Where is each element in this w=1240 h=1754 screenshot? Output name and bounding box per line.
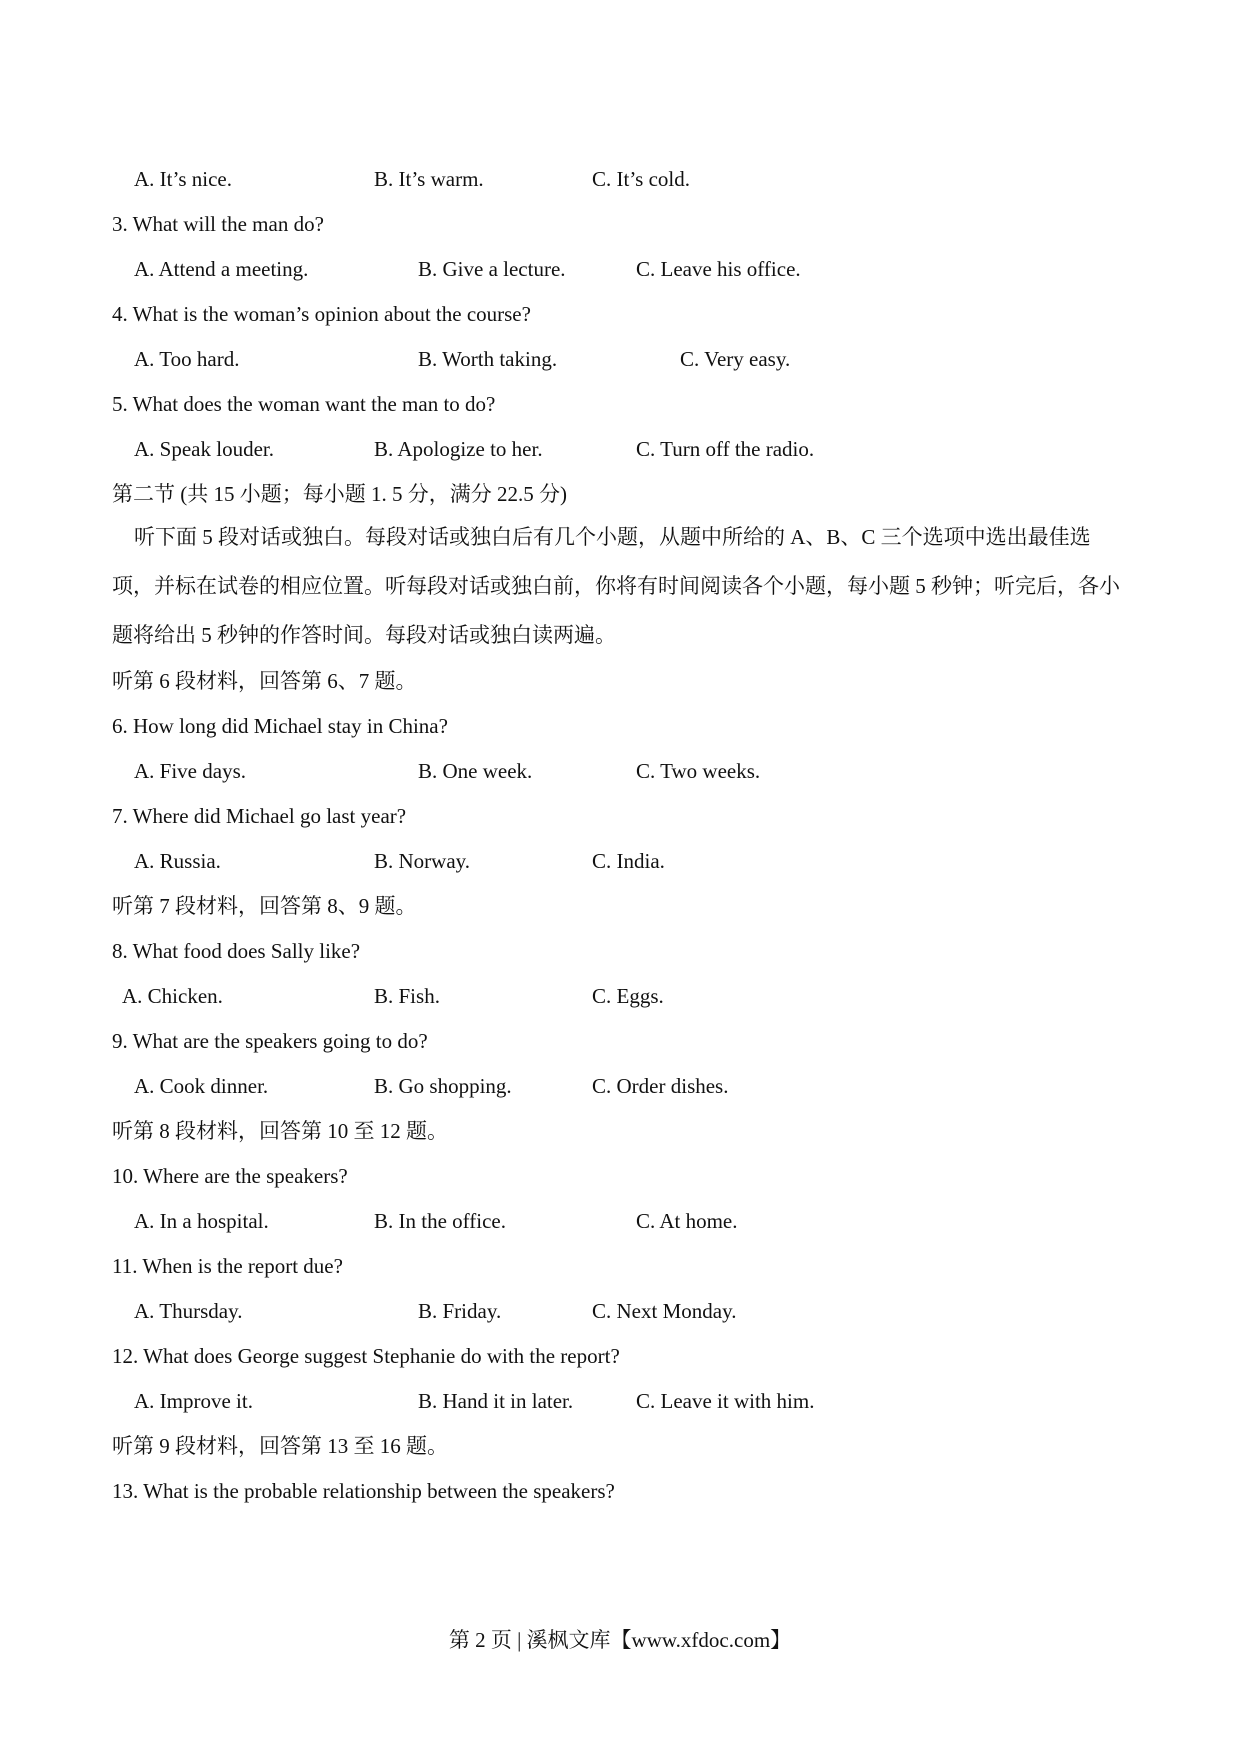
answer-option: B. It’s warm. <box>374 167 484 191</box>
answer-option: A. Thursday. <box>134 1299 243 1323</box>
answer-options <box>0 983 1240 1009</box>
answer-option: C. It’s cold. <box>592 167 690 191</box>
answer-option: A. Russia. <box>134 849 221 873</box>
answer-options <box>0 256 1240 282</box>
answer-option: A. Too hard. <box>134 347 240 371</box>
answer-option: C. Turn off the radio. <box>636 437 815 461</box>
question-line: 听第 7 段材料，回答第 8、9 题。 <box>112 894 417 918</box>
answer-option: C. India. <box>592 849 665 873</box>
question-line: 听第 8 段材料，回答第 10 至 12 题。 <box>112 1119 448 1143</box>
question-line: 12. What does George suggest Stephanie do with the report? <box>112 1344 620 1368</box>
question-line: 4. What is the woman’s opinion about the course? <box>112 302 531 326</box>
page-footer: 第 2 页 | 溪枫文库【www.xfdoc.com】 <box>448 1628 792 1652</box>
question-line: 9. What are the speakers going to do? <box>112 1029 428 1053</box>
answer-options <box>0 848 1240 874</box>
answer-option: B. Hand it in later. <box>418 1389 574 1413</box>
answer-options <box>0 1388 1240 1414</box>
answer-option: A. Cook dinner. <box>134 1074 269 1098</box>
answer-option: C. Next Monday. <box>592 1299 737 1323</box>
answer-option: B. Friday. <box>418 1299 502 1323</box>
answer-option: B. Go shopping. <box>374 1074 512 1098</box>
answer-option: C. At home. <box>636 1209 738 1233</box>
answer-options <box>0 1208 1240 1234</box>
answer-option: C. Two weeks. <box>636 759 761 783</box>
question-line: 8. What food does Sally like? <box>112 939 361 963</box>
answer-option: C. Leave it with him. <box>636 1389 815 1413</box>
answer-option: A. In a hospital. <box>134 1209 269 1233</box>
instructions-paragraph: 听下面 5 段对话或独白。每段对话或独白后有几个小题，从题中所给的 A、B、C 三个选项中选出最佳选项，并标在试卷的相应位置。听每段对话或独白前，你将有时间阅读各个小题，每小题 5 秒钟；听完后，各小题将给出 5 秒钟的作答时间。每段对话或独白读两遍。 <box>112 525 1120 647</box>
question-line: 7. Where did Michael go last year? <box>112 804 407 828</box>
answer-option: B. Apologize to her. <box>374 437 543 461</box>
answer-options <box>0 1298 1240 1324</box>
answer-option: C. Order dishes. <box>592 1074 729 1098</box>
answer-option: A. Five days. <box>134 759 246 783</box>
answer-option: B. Fish. <box>374 984 440 1008</box>
answer-option: C. Leave his office. <box>636 257 801 281</box>
answer-option: C. Very easy. <box>680 347 791 371</box>
answer-option: B. Give a lecture. <box>418 257 566 281</box>
question-line: 5. What does the woman want the man to do? <box>112 392 496 416</box>
answer-options <box>0 758 1240 784</box>
answer-option: A. Attend a meeting. <box>134 257 309 281</box>
question-line: 3. What will the man do? <box>112 212 324 236</box>
answer-options <box>0 166 1240 192</box>
question-line: 听第 6 段材料，回答第 6、7 题。 <box>112 669 417 693</box>
question-line: 第二节 (共 15 小题；每小题 1. 5 分，满分 22.5 分) <box>112 482 567 506</box>
question-line: 13. What is the probable relationship between the speakers? <box>112 1479 615 1503</box>
question-line: 听第 9 段材料，回答第 13 至 16 题。 <box>112 1434 448 1458</box>
answer-options <box>0 436 1240 462</box>
answer-option: C. Eggs. <box>592 984 664 1008</box>
answer-options <box>0 346 1240 372</box>
question-line: 11. When is the report due? <box>112 1254 343 1278</box>
answer-option: B. In the office. <box>374 1209 506 1233</box>
answer-option: A. Chicken. <box>122 984 223 1008</box>
answer-option: B. Worth taking. <box>418 347 558 371</box>
answer-option: B. One week. <box>418 759 533 783</box>
answer-option: B. Norway. <box>374 849 471 873</box>
answer-options <box>0 1073 1240 1099</box>
question-line: 10. Where are the speakers? <box>112 1164 348 1188</box>
answer-option: A. Improve it. <box>134 1389 253 1413</box>
answer-option: A. Speak louder. <box>134 437 274 461</box>
answer-option: A. It’s nice. <box>134 167 232 191</box>
question-line: 6. How long did Michael stay in China? <box>112 714 448 738</box>
